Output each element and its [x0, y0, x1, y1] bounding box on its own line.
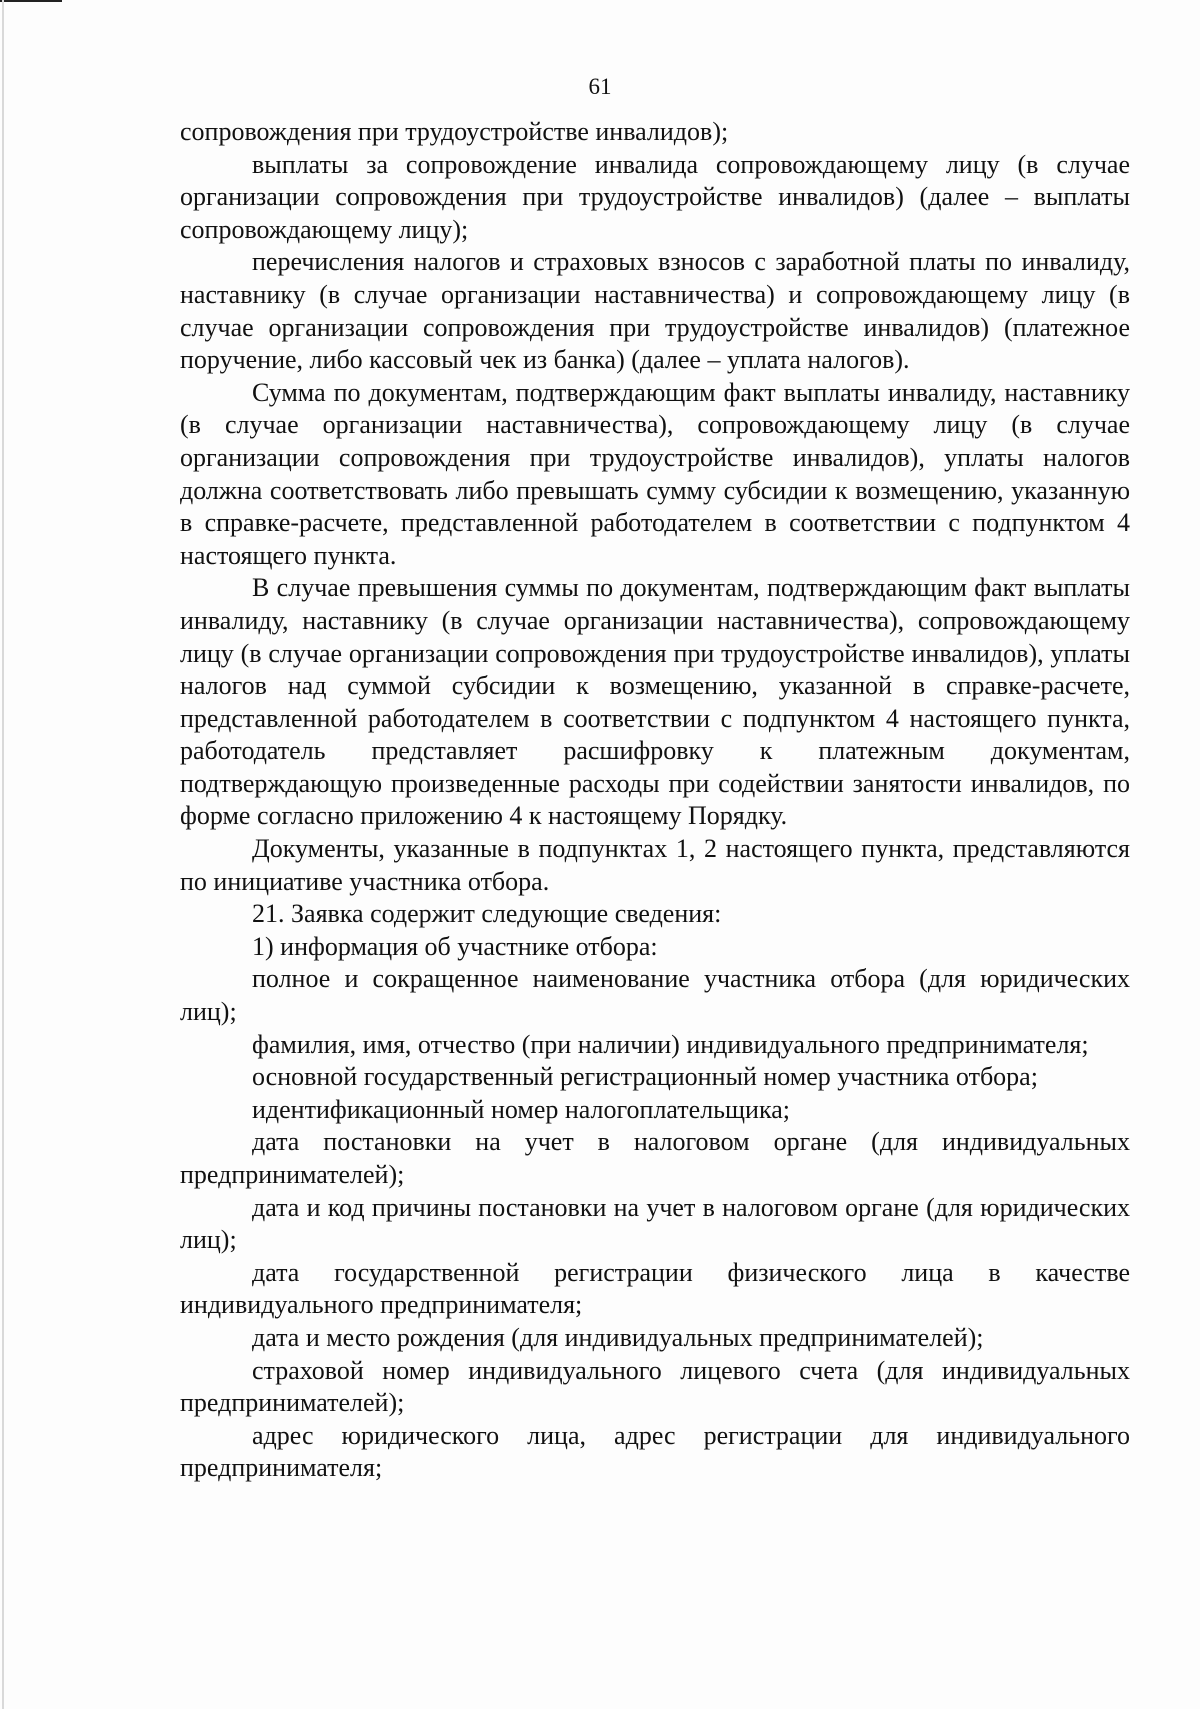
document-body: [180, 116, 1130, 1485]
page-number: 61: [588, 74, 612, 99]
paragraph-continuation: сопровождения при трудоустройстве инвалидов);: [180, 117, 729, 146]
list-item: адрес юридического лица, адрес регистрации для индивидуального предпринимателя;: [180, 1420, 1130, 1483]
subsection-heading: 1) информация об участнике отбора:: [252, 931, 658, 961]
list-item: полное и сокращенное наименование участника отбора (для юридических лиц);: [180, 964, 1130, 1027]
list-item: дата и место рождения (для индивидуальных предпринимателей);: [252, 1322, 984, 1352]
list-item: дата государственной регистрации физического лица в качестве индивидуального предпринимателя;: [180, 1257, 1130, 1320]
paragraph: Сумма по документам, подтверждающим факт выплаты инвалиду, наставнику (в случае организации наставничества), сопровождающему лицу (в случае организации сопровождения при трудоустройстве инвалидов), уплаты налогов должна соответствовать либо превышать сумму субсидии к возмещению, указанную в справке-расчете, представленной работодателем в соответствии с подпунктом 4 настоящего пункта.: [180, 377, 1130, 570]
list-item: дата постановки на учет в налоговом органе (для индивидуальных предпринимателей);: [180, 1127, 1130, 1189]
list-item: страховой номер индивидуального лицевого счета (для индивидуальных предпринимателей);: [180, 1355, 1130, 1418]
list-item: дата и код причины постановки на учет в налоговом органе (для юридических лиц);: [180, 1192, 1130, 1255]
list-item: идентификационный номер налогоплательщика;: [252, 1094, 790, 1124]
list-item: основной государственный регистрационный номер участника отбора;: [252, 1062, 1038, 1092]
scan-corner-mark: [0, 0, 62, 2]
paragraph: Документы, указанные в подпунктах 1, 2 настоящего пункта, представляются по инициативе участника отбора.: [180, 834, 1130, 896]
paragraph: В случае превышения суммы по документам, подтверждающим факт выплаты инвалиду, наставнику (в случае организации наставничества), сопровождающему лицу (в случае организации сопровождения при трудоустройстве инвалидов), уплаты налогов над суммой субсидии к возмещению, указанной в справке-расчете, представленной работодателем в соответствии с подпунктом 4 настоящего пункта, работодатель представляет расшифровку к платежным документам, подтверждающую произведенные расходы при содействии занятости инвалидов, по форме согласно приложению 4 к настоящему Порядку.: [180, 573, 1130, 831]
section-heading: 21. Заявка содержит следующие сведения:: [252, 899, 722, 929]
scan-left-edge: [2, 0, 4, 1709]
list-item: фамилия, имя, отчество (при наличии) индивидуального предпринимателя;: [252, 1029, 1089, 1059]
paragraph: перечисления налогов и страховых взносов с заработной платы по инвалиду, наставнику (в случае организации наставничества) и сопровождающему лицу (в случае организации сопровождения при трудоустройстве инвалидов) (платежное поручение, либо кассовый чек из банка) (далее – уплата налогов).: [180, 247, 1130, 375]
paragraph: выплаты за сопровождение инвалида сопровождающему лицу (в случае организации сопровождения при трудоустройстве инвалидов) (далее – выплаты сопровождающему лицу);: [180, 149, 1130, 244]
